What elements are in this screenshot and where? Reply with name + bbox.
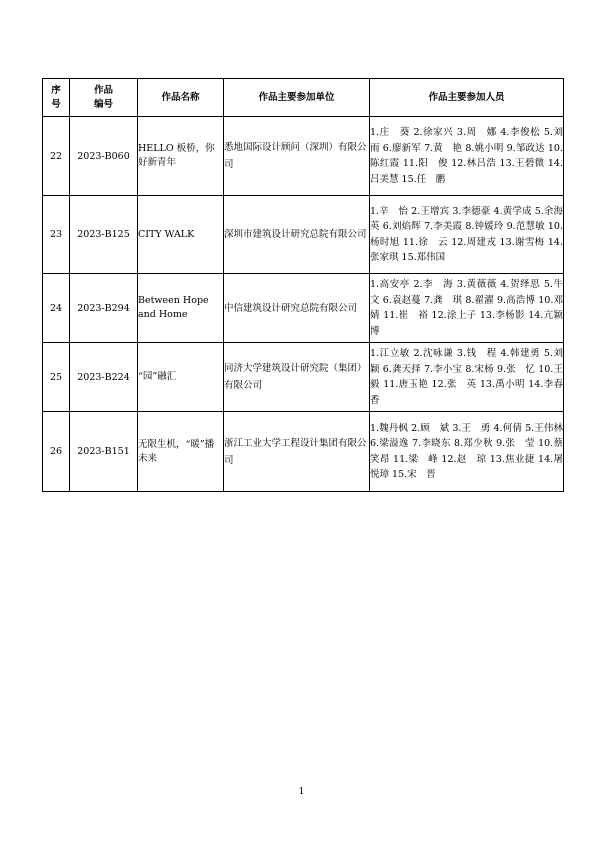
work-code: 2023-B294 bbox=[70, 274, 138, 343]
work-title: 无限生机，“暖”播未来 bbox=[138, 412, 224, 492]
work-title: “园”融汇 bbox=[138, 343, 224, 412]
header-code: 作品 编号 bbox=[70, 79, 138, 117]
participating-unit: 中信建筑设计研究总院有限公司 bbox=[224, 274, 370, 343]
participating-members: 1.庄 葵 2.徐家兴 3.周 娜 4.李俊松 5.刘 雨 6.廖新军 7.黄 艳 8.姚小明 9.邹政达 10.陈红霞 11.阳 俊 12.林吕浩 13.王碧微 14.吕美慧 15.任 鹏 bbox=[370, 117, 564, 196]
row-number: 26 bbox=[43, 412, 70, 492]
participating-unit: 浙江工业大学工程设计集团有限公司 bbox=[224, 412, 370, 492]
work-title: Between Hope and Home bbox=[138, 274, 224, 343]
awards-table bbox=[42, 78, 573, 492]
row-number: 25 bbox=[43, 343, 70, 412]
work-title: CITY WALK bbox=[138, 196, 224, 274]
row-number: 24 bbox=[43, 274, 70, 343]
table-row bbox=[43, 117, 564, 196]
table-row bbox=[43, 343, 564, 412]
table-row bbox=[43, 274, 564, 343]
header-members: 作品主要参加人员 bbox=[370, 79, 564, 117]
participating-members: 1.江立敏 2.沈咏谦 3.钱 程 4.韩建勇 5.刘 颖 6.龚天择 7.李小宝 8.宋杨 9.张 忆 10.王 毅 11.唐玉艳 12.张 英 13.禹小明 14.李春香 bbox=[370, 343, 564, 412]
participating-unit: 悉地国际设计顾问（深圳）有限公司 bbox=[224, 117, 370, 196]
header-unit: 作品主要参加单位 bbox=[224, 79, 370, 117]
participating-unit: 同济大学建筑设计研究院（集团）有限公司 bbox=[224, 343, 370, 412]
participating-members: 1.魏丹枫 2.顾 斌 3.王 勇 4.何倩 5.王伟林 6.梁溢逸 7.李晓东 8.郑少秋 9.张 莹 10.蔡笑昂 11.梁 峰 12.赵 琼 13.焦业捷 14.屠悦璋 15.宋 晋 bbox=[370, 412, 564, 492]
participating-unit: 深圳市建筑设计研究总院有限公司 bbox=[224, 196, 370, 274]
work-code: 2023-B224 bbox=[70, 343, 138, 412]
work-title: HELLO 板桥，你好新青年 bbox=[138, 117, 224, 196]
header-no: 序 号 bbox=[43, 79, 70, 117]
header-title: 作品名称 bbox=[138, 79, 224, 117]
page-number: 1 bbox=[298, 787, 305, 797]
row-number: 23 bbox=[43, 196, 70, 274]
work-code: 2023-B151 bbox=[70, 412, 138, 492]
work-code: 2023-B060 bbox=[70, 117, 138, 196]
participating-members: 1.高安亭 2.李 海 3.黄薇薇 4.贺绎思 5.牛 文 6.袁赵蔓 7.龚 琪 8.翟濯 9.高浩博 10.邓 婧 11.崔 裕 12.涂上子 13.李杨影 14.亢颖博 bbox=[370, 274, 564, 343]
table-row bbox=[43, 196, 564, 274]
table-row bbox=[43, 412, 564, 492]
row-number: 22 bbox=[43, 117, 70, 196]
work-code: 2023-B125 bbox=[70, 196, 138, 274]
header-row bbox=[43, 79, 564, 117]
participating-members: 1.辛 怡 2.王增宾 3.李德豪 4.黄学成 5.余海英 6.刘焰辉 7.李美霞 8.钟媛玲 9.范慧敏 10.杨时旭 11.徐 云 12.周建戎 13.谢雪梅 14.张家琪 15.郑伟国 bbox=[370, 196, 564, 274]
